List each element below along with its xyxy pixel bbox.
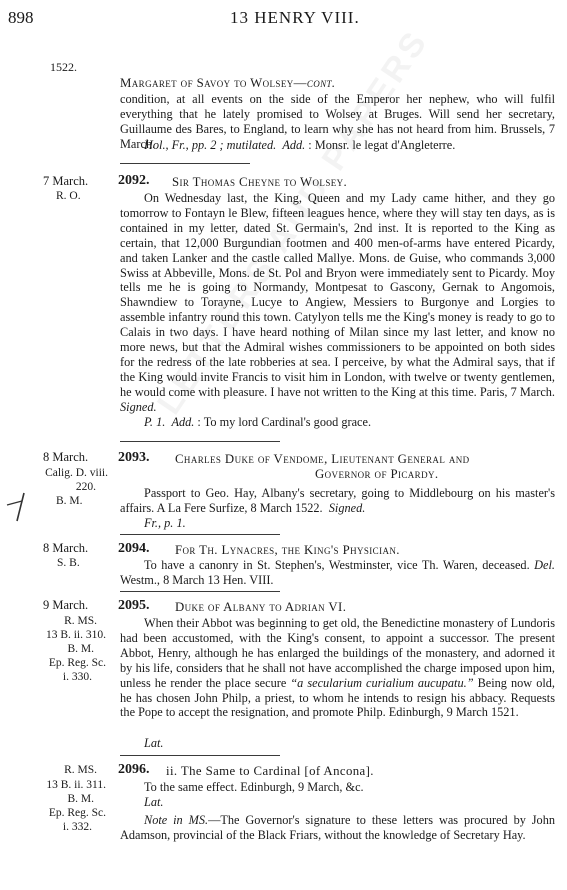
divider [120,163,250,164]
entry-note: P. 1. Add. : To my lord Cardinal's good grace. [144,415,372,429]
entry-number: 2095. [118,598,150,613]
entry-body: To have a canonry in St. Stephen's, Westminster, vice Th. Waren, deceased. Del. Westm., 8 March 13 Hen. VIII. [120,558,556,587]
entry-source: i. 332. [62,821,92,833]
continued-title: Margaret of Savoy to Wolsey—cont. [120,76,336,90]
entry-note: Lat. [144,736,164,750]
entry-source: B. M. [56,495,83,507]
divider [120,755,280,756]
page-number: 898 [8,8,34,27]
continued-body: condition, at all events on the side of the Emperor her nephew, who will fulfil everything that he lately promised to Wolsey at Bruges. Will send her secretary, Guillaume des Bares, to England, to learn why she has not heard from him. Brussels, 7 March. [120,92,555,151]
year-label: 1522. [50,60,77,74]
entry-note: Lat. [144,795,164,809]
entry-source: B. M. [67,793,94,805]
entry-source: Calig. D. viii. [45,467,108,479]
entry-title: Duke of Albany to Adrian VI. [175,600,347,614]
entry-source: R. O. [56,190,81,202]
entry-title: Sir Thomas Cheyne to Wolsey. [172,175,348,189]
entry-body: When their Abbot was beginning to get old, the Benedictine monastery of Lundoris had been accustomed, with the King's consent, to appoint a successor. The present Abbot, Henry, although he has enlarged the buildings of the monastery, and adorned it by his life, considers that he shall not have accomplished the charge imposed upon him, unless he render the place secure “a secularium curialium aucupatu.” Being now old, he has chosen John Philp, a priest, to whom he intends to resign his abbacy. Requests the Pope to accept the resignation, and promote Philp. Edinburgh, 9 March 1521. [120,616,555,720]
divider [120,534,280,535]
entry-number: 2094. [118,541,150,556]
entry-body: To the same effect. Edinburgh, 9 March, &c. [144,780,364,794]
entry-source: R. MS. [64,615,97,627]
entry-title: For Th. Lynacres, the King's Physician. [175,543,400,557]
pencil-mark-icon [4,491,34,523]
entry-date: 7 March. [43,174,89,188]
entry-source: 13 B. ii. 311. [46,779,106,791]
divider [120,441,280,442]
entry-source: R. MS. [64,764,97,776]
entry-source: 13 B. ii. 310. [45,629,106,641]
entry-note: Fr., p. 1. [144,516,186,530]
entry-number: 2093. [118,450,150,465]
entry-title: Governor of Picardy. [315,467,439,481]
entry-body: On Wednesday last, the King, Queen and my Lady came hither, and they go tomorrow to Fontayn le Blew, fifteen leagues hence, where they will stay ten days, as is contained in my letter, dated St. Germain's, 2nd inst. It is reported to the King as certain, that 12,000 Burgundian footmen and 400 men-of-arms have entered Picardy, and taken Lanker and the castle called Mallye. Mons. de Guise, who commands 3,000 Swiss at Abbeville, Mons. de St. Pol and Bryon were immediately sent to Picardy. Moy tells me he is going to Normandy, Montpesat to Gascony, Gernak to Angomois, Shawndiew to Torayne, Lucye to Angiew, Messiers to Burgonye and Lorgies to assemble infantry round this town. Catylyon tells me the King's money is ready to go to Calais in two days. I have heard nothing of Milan since my last letter, and know no more news, but that the Admiral wishes commissioners to be appointed on both sides for the redress of the late robberies at sea. I perceive, by what the Admiral says, that if the King would invite Francis to visit him in London, with twelve or twenty gentlemen, he would come with pleasure. I have not written to the King at this time. Paris, 7 March. Signed. [120,191,555,414]
entry-title: ii. The Same to Cardinal [of Ancona]. [166,764,374,778]
entry-date: 8 March. [43,541,89,555]
entry-title: Charles Duke of Vendome, Lieutenant General and [175,452,470,466]
entry-source: i. 330. [62,671,92,683]
entry-date: 9 March. [43,598,89,612]
divider [120,591,280,592]
entry-number: 2096. [118,762,150,777]
entry-source: Ep. Reg. Sc. [48,657,106,669]
entry-source: S. B. [57,557,80,569]
continued-note: Hol., Fr., pp. 2 ; mutilated. Add. : Monsr. le legat d'Angleterre. [144,138,456,152]
entry-source: 220. [75,481,96,493]
entry-source: Ep. Reg. Sc. [48,807,106,819]
entry-body: Passport to Geo. Hay, Albany's secretary, going to Middlebourg on his master's affairs. A La Fere Surfize, 8 March 1522. Signed. [120,486,555,515]
entry-number: 2092. [118,173,150,188]
manuscript-note: Note in MS.—The Governor's signature to these letters was procured by John Adamson, provincial of the Black Friars, without the knowledge of Secretary Hay. [120,813,555,842]
entry-date: 8 March. [43,450,89,464]
entry-source: B. M. [67,643,94,655]
running-title: 13 HENRY VIII. [230,8,360,27]
